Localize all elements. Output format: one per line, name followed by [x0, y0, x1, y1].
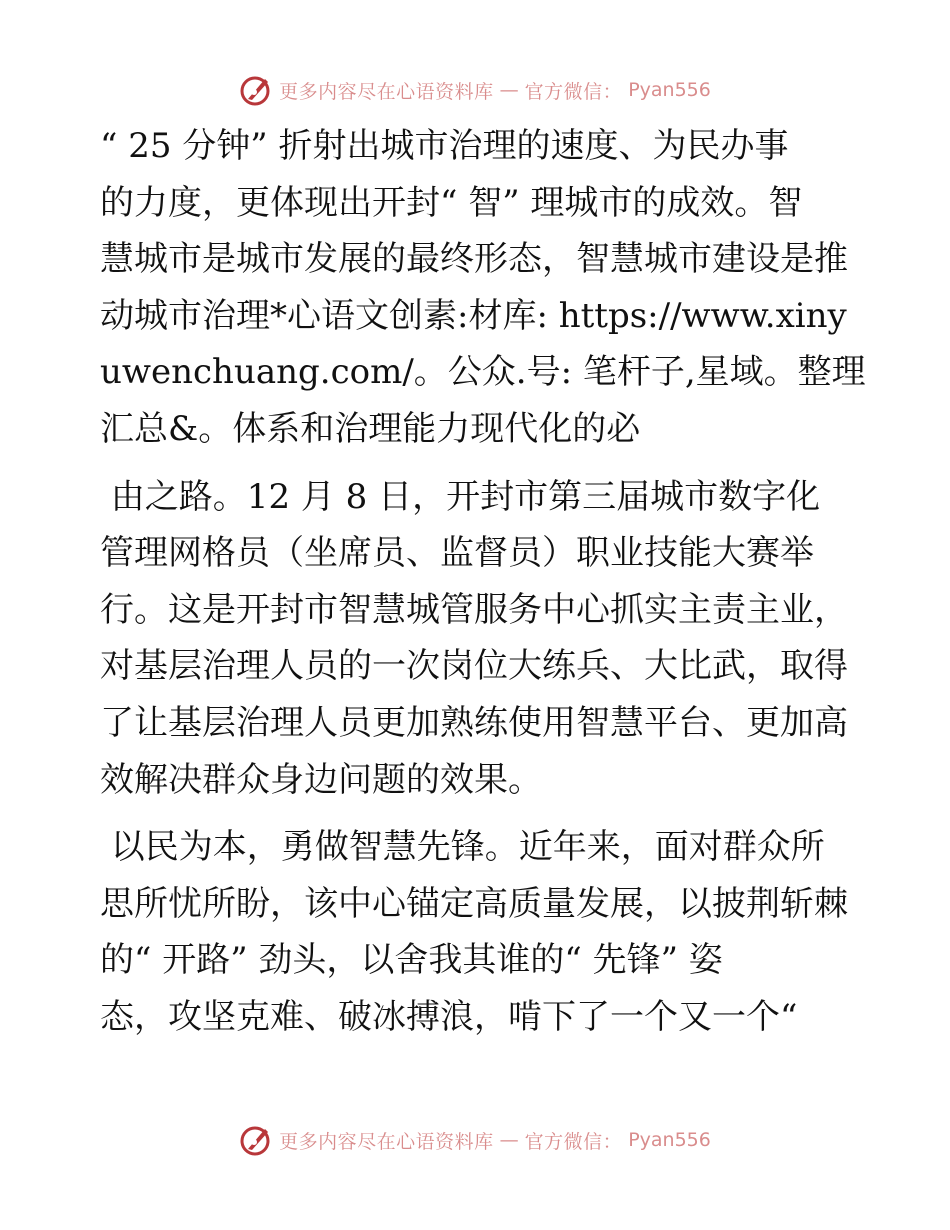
footer-banner: [0, 1120, 950, 1160]
header-wechat-id: Pyan556: [628, 79, 711, 101]
paragraph-2: [100, 469, 860, 809]
paragraph-1: [100, 118, 866, 458]
header-banner: [0, 70, 950, 110]
quill-logo-icon: [239, 1123, 273, 1157]
text-line: 对基层治理人员的一次岗位大练兵、大比武，取得: [100, 646, 848, 687]
header-banner-inner: [239, 73, 711, 107]
text-line: 的力度，更体现出开封“ 智” 理城市的成效。智: [100, 182, 803, 223]
text-line: 以民为本，勇做智慧先锋。近年来，面对群众所: [100, 827, 825, 868]
text-line: uwenchuang.com/。公众.号: 笔杆子,星域。整理: [100, 352, 866, 393]
text-line: 效解决群众身边问题的效果。: [100, 759, 542, 800]
header-site-text: 更多内容尽在心语资料库: [279, 80, 494, 103]
text-line: 管理网格员（坐席员、监督员）职业技能大赛举: [100, 533, 814, 574]
text-line: “ 25 分钟” 折射出城市治理的速度、为民办事: [100, 126, 789, 166]
text-line: 由之路。12 月 8 日，开封市第三届城市数字化: [100, 476, 821, 517]
text-line: 态，攻坚克难、破冰搏浪，啃下了一个又一个“: [100, 996, 798, 1037]
text-line: 汇总&。体系和治理能力现代化的必: [100, 408, 641, 449]
text-line: 慧城市是城市发展的最终形态，智慧城市建设是推: [100, 239, 848, 280]
footer-banner-inner: [239, 1123, 711, 1157]
header-wechat-label: 官方微信：: [524, 80, 623, 103]
header-dash: —: [499, 79, 519, 101]
paragraph-gap: [100, 808, 860, 819]
paragraph-gap: [100, 458, 860, 469]
footer-wechat-label: 官方微信：: [524, 1130, 623, 1153]
text-line: 行。这是开封市智慧城管服务中心抓实主责主业，: [100, 589, 848, 630]
text-line: 动城市治理*心语文创素:材库: https://www.xiny: [100, 295, 847, 336]
text-line: 的“ 开路” 劲头，以舍我其谁的“ 先锋” 姿: [100, 940, 723, 981]
footer-dash: —: [499, 1129, 519, 1151]
paragraph-3: [100, 819, 860, 1045]
text-line: 思所忧所盼，该中心锚定高质量发展，以披荆斩棘: [100, 883, 848, 924]
footer-site-text: 更多内容尽在心语资料库: [279, 1130, 494, 1153]
footer-wechat-id: Pyan556: [628, 1129, 711, 1151]
text-line: 了让基层治理人员更加熟练使用智慧平台、更加高: [100, 702, 848, 743]
document-body: [100, 118, 866, 1046]
quill-logo-icon: [239, 73, 273, 107]
